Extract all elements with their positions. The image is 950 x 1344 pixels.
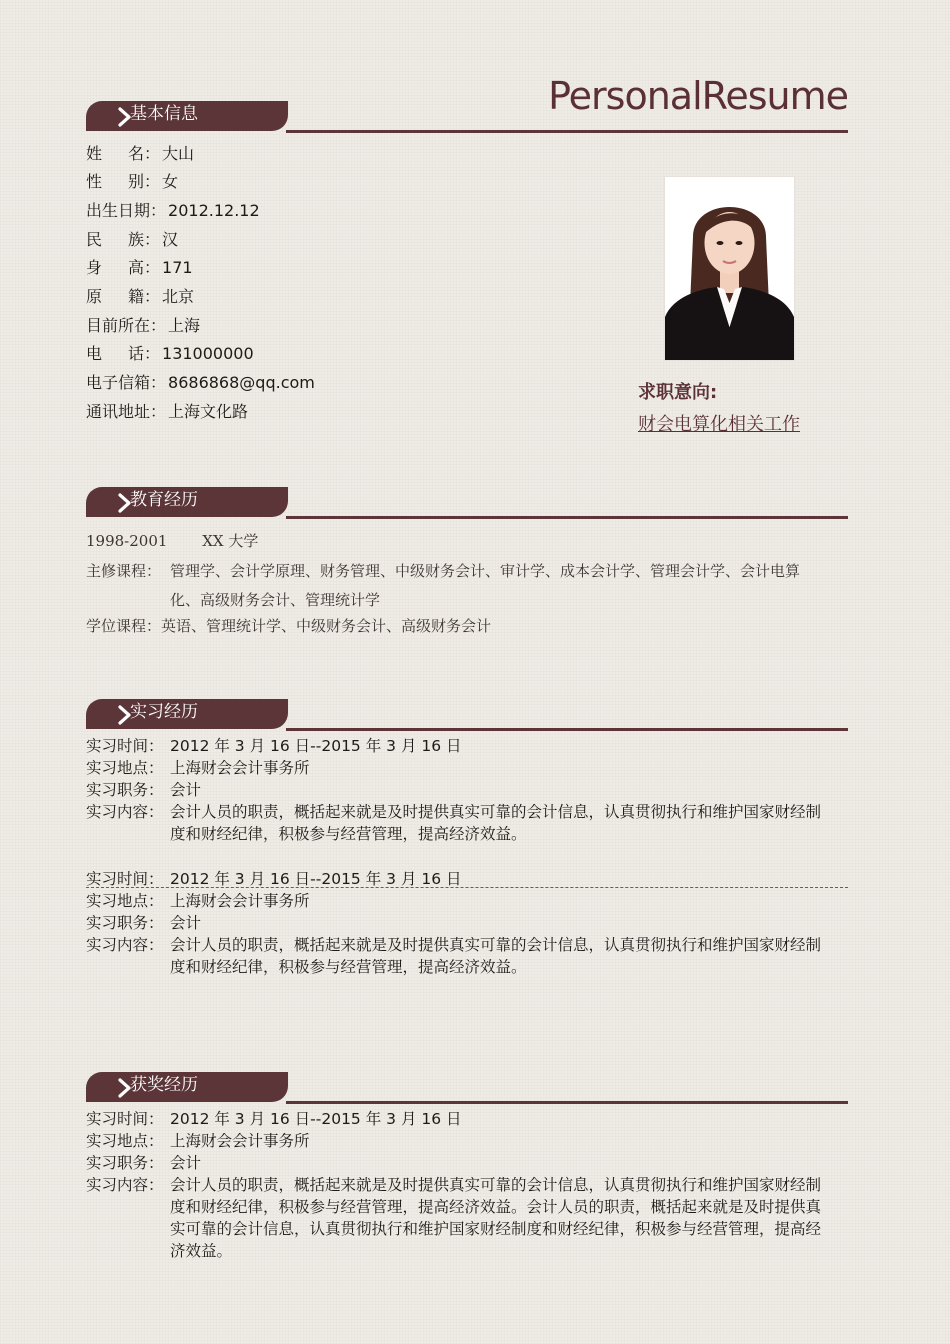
job-intent-label: 求职意向: — [638, 382, 718, 403]
section-rule — [286, 1101, 848, 1104]
record-place-row — [86, 757, 826, 779]
record-value: 会计 — [170, 781, 202, 799]
section-header-education — [86, 487, 848, 519]
info-value: 2012.12.12 — [168, 201, 260, 220]
record-content-row — [86, 934, 826, 978]
info-separator: ： — [150, 201, 167, 220]
section-title: 获奖经历 — [130, 1075, 198, 1095]
info-row-height — [86, 257, 193, 279]
info-label: 民族 — [86, 230, 144, 249]
section-rule — [286, 130, 848, 133]
record-value: 会计人员的职责，概括起来就是及时提供真实可靠的会计信息，认真贯彻执行和维护国家财经制度和财经纪律，积极参与经营管理，提高经济效益。 — [170, 803, 822, 843]
record-value: 会计人员的职责，概括起来就是及时提供真实可靠的会计信息，认真贯彻执行和维护国家财经制度和财经纪律，积极参与经营管理，提高经济效益。会计人员的职责，概括起来就是及时提供真实可靠的会计信息，认真贯彻执行和维护国家财经制度和财经纪律，积极参与经营管理，提高经济效益。 — [170, 1176, 822, 1260]
profile-photo — [664, 176, 795, 361]
section-header-awards — [86, 1072, 848, 1104]
record-value: 会计人员的职责，概括起来就是及时提供真实可靠的会计信息，认真贯彻执行和维护国家财经制度和财经纪律，积极参与经营管理，提高经济效益。 — [170, 936, 822, 976]
record-label: 实习职务： — [86, 781, 164, 799]
record-value: 2012 年 3 月 16 日--2015 年 3 月 16 日 — [170, 737, 462, 755]
record-role-row — [86, 1152, 826, 1174]
info-separator: ： — [150, 402, 167, 421]
record-label: 实习职务： — [86, 914, 164, 932]
info-separator: ： — [144, 172, 161, 191]
info-value: 大山 — [162, 144, 195, 163]
info-label: 原籍 — [86, 287, 144, 306]
info-row-ethnicity — [86, 229, 178, 251]
portrait-illustration — [665, 177, 794, 360]
info-separator: ： — [150, 373, 167, 392]
info-label: 电子信箱 — [86, 373, 151, 392]
record-time-row — [86, 1108, 826, 1130]
record-role-row — [86, 779, 826, 801]
record-content-row — [86, 1174, 826, 1262]
info-row-current-location — [86, 315, 200, 337]
record-label: 实习地点： — [86, 759, 164, 777]
info-separator: ： — [144, 287, 161, 306]
info-value: 8686868@qq.com — [168, 373, 315, 392]
info-separator: ： — [150, 316, 167, 335]
record-label: 实习职务： — [86, 1154, 164, 1172]
info-value: 171 — [162, 258, 193, 277]
info-row-origin — [86, 286, 194, 308]
info-row-name — [86, 143, 194, 165]
education-period: 1998-2001 — [86, 532, 168, 550]
info-label: 通讯地址 — [86, 402, 151, 421]
record-value: 2012 年 3 月 16 日--2015 年 3 月 16 日 — [170, 1110, 462, 1128]
section-title: 实习经历 — [130, 702, 198, 722]
resume-title: PersonalResume — [548, 74, 848, 118]
section-header-basic-info — [86, 101, 848, 133]
section-title: 基本信息 — [130, 104, 198, 124]
info-row-birthdate — [86, 200, 260, 222]
record-value: 会计 — [170, 1154, 202, 1172]
record-place-row — [86, 1130, 826, 1152]
education-school: XX 大学 — [202, 532, 259, 550]
info-separator: ： — [144, 344, 161, 363]
record-content-row — [86, 801, 826, 845]
info-separator: ： — [144, 144, 161, 163]
info-value: 131000000 — [162, 344, 254, 363]
info-row-phone — [86, 343, 254, 365]
record-role-row — [86, 912, 826, 934]
info-separator: ： — [144, 258, 161, 277]
internship-record-1 — [86, 735, 826, 845]
record-label: 实习时间： — [86, 1110, 164, 1128]
info-value: 上海文化路 — [168, 402, 249, 421]
info-label: 目前所在 — [86, 316, 151, 335]
record-label: 实习内容： — [86, 1176, 164, 1194]
record-label: 实习地点： — [86, 892, 164, 910]
info-label: 身高 — [86, 258, 144, 277]
record-value: 2012 年 3 月 16 日--2015 年 3 月 16 日 — [170, 870, 462, 888]
education-major-row — [86, 557, 826, 615]
info-value: 汉 — [162, 230, 179, 249]
section-rule — [286, 516, 848, 519]
record-place-row — [86, 890, 826, 912]
info-value: 北京 — [162, 287, 195, 306]
info-label: 电话 — [86, 344, 144, 363]
section-title: 教育经历 — [130, 490, 198, 510]
info-row-gender — [86, 171, 178, 193]
record-value: 上海财会会计事务所 — [170, 1132, 310, 1150]
record-label: 实习时间： — [86, 870, 164, 888]
record-label: 实习时间： — [86, 737, 164, 755]
info-label: 性别 — [86, 172, 144, 191]
info-value: 上海 — [168, 316, 201, 335]
record-value: 上海财会会计事务所 — [170, 892, 310, 910]
info-label: 姓名 — [86, 144, 144, 163]
record-label: 实习内容： — [86, 803, 164, 821]
education-degree-value: 英语、管理统计学、中级财务会计、高级财务会计 — [161, 617, 492, 635]
section-rule — [286, 728, 848, 731]
info-separator: ： — [144, 230, 161, 249]
education-degree-row — [86, 615, 491, 636]
info-label: 出生日期 — [86, 201, 151, 220]
job-intent-value: 财会电算化相关工作 — [638, 414, 800, 435]
record-label: 实习地点： — [86, 1132, 164, 1150]
record-label: 实习内容： — [86, 936, 164, 954]
record-time-row — [86, 868, 826, 890]
education-period-row — [86, 530, 258, 551]
info-row-address — [86, 401, 248, 423]
award-record — [86, 1108, 826, 1262]
info-value: 女 — [162, 172, 179, 191]
education-major-label: 主修课程： — [86, 562, 162, 580]
section-header-internship — [86, 699, 848, 731]
info-row-email — [86, 372, 315, 394]
record-value: 会计 — [170, 914, 202, 932]
record-value: 上海财会会计事务所 — [170, 759, 310, 777]
record-time-row — [86, 735, 826, 757]
internship-record-2 — [86, 868, 826, 978]
education-major-value: 管理学、会计学原理、财务管理、中级财务会计、审计学、成本会计学、管理会计学、会计电算化、高级财务会计、管理统计学 — [170, 562, 801, 609]
education-degree-label: 学位课程： — [86, 617, 162, 635]
